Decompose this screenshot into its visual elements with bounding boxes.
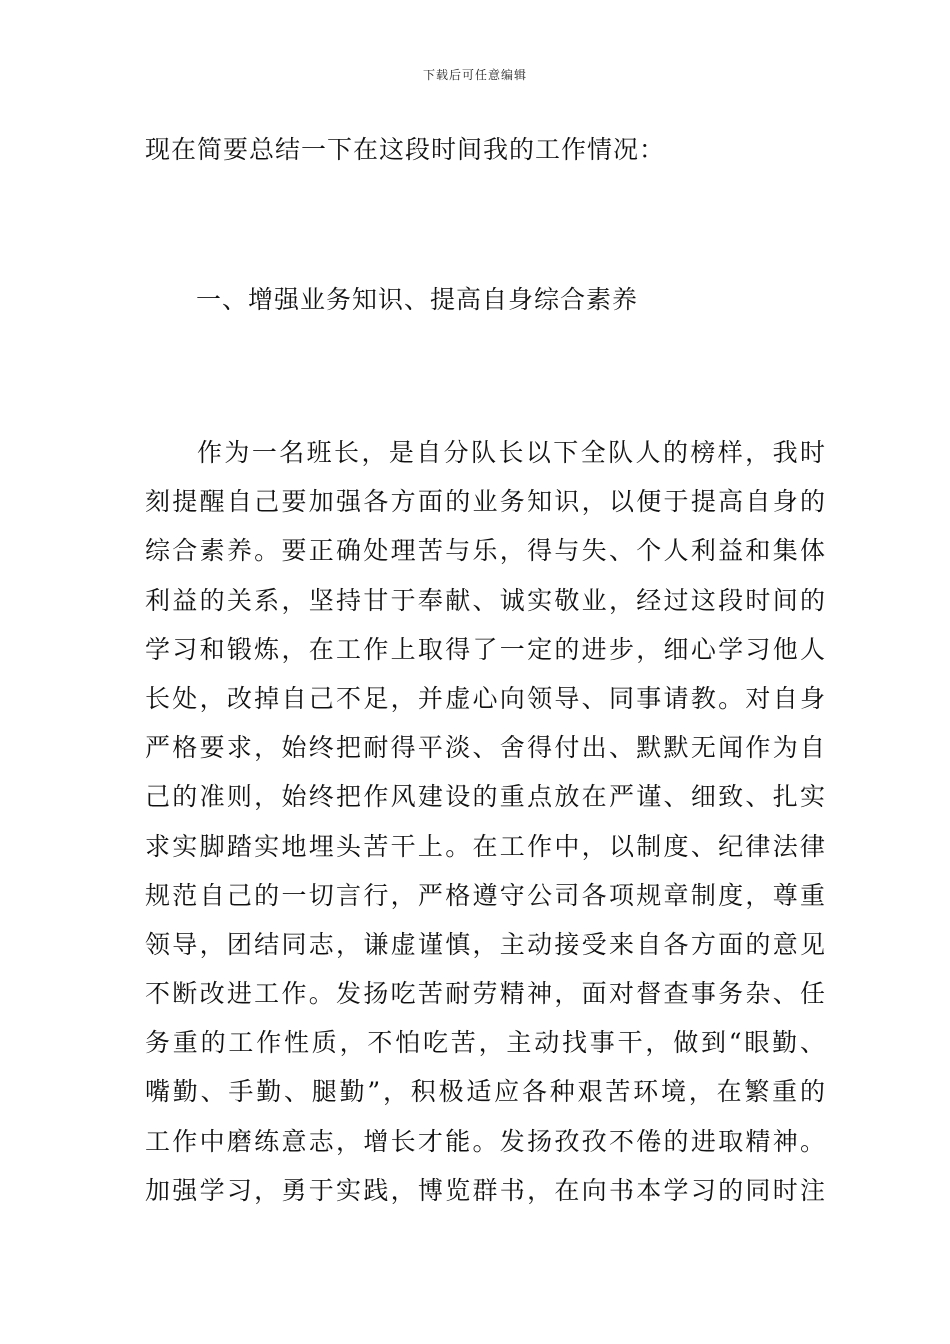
- body-line: 长处，改掉自己不足，并虚心向领导、同事请教。对自身: [145, 683, 825, 713]
- body-line: 务重的工作性质，不怕吃苦，主动找事干，做到“眼勤、: [145, 1028, 825, 1058]
- body-line: 己的准则，始终把作风建设的重点放在严谨、细致、扎实: [145, 782, 825, 812]
- body-line: 加强学习，勇于实践，博览群书，在向书本学习的同时注: [145, 1175, 825, 1205]
- body-line: 规范自己的一切言行，严格遵守公司各项规章制度，尊重: [145, 880, 825, 910]
- body-line: 作为一名班长，是自分队长以下全队人的榜样，我时: [197, 438, 825, 467]
- body-line: 利益的关系，坚持甘于奉献、诚实敬业，经过这段时间的: [145, 585, 825, 615]
- body-line: 不断改进工作。发扬吃苦耐劳精神，面对督查事务杂、任: [145, 979, 825, 1009]
- body-line: 领导，团结同志，谦虚谨慎，主动接受来自各方面的意见: [145, 929, 825, 959]
- body-line: 综合素养。要正确处理苦与乐，得与失、个人利益和集体: [145, 536, 825, 566]
- body-line: 学习和锻炼，在工作上取得了一定的进步，细心学习他人: [145, 634, 825, 664]
- body-paragraph: [145, 428, 825, 1215]
- intro-paragraph: 现在简要总结一下在这段时间我的工作情况：: [145, 135, 666, 164]
- body-line: 求实脚踏实地埋头苦干上。在工作中，以制度、纪律法律: [145, 831, 825, 861]
- section-heading: 一、增强业务知识、提高自身综合素养: [196, 285, 639, 314]
- header-note: 下载后可任意编辑: [422, 68, 527, 82]
- body-line: 严格要求，始终把耐得平淡、舍得付出、默默无闻作为自: [145, 733, 825, 763]
- body-line: 工作中磨练意志，增长才能。发扬孜孜不倦的进取精神。: [145, 1126, 825, 1156]
- body-line: 嘴勤、手勤、腿勤”，积极适应各种艰苦环境，在繁重的: [145, 1077, 825, 1107]
- body-line: 刻提醒自己要加强各方面的业务知识，以便于提高自身的: [145, 487, 825, 517]
